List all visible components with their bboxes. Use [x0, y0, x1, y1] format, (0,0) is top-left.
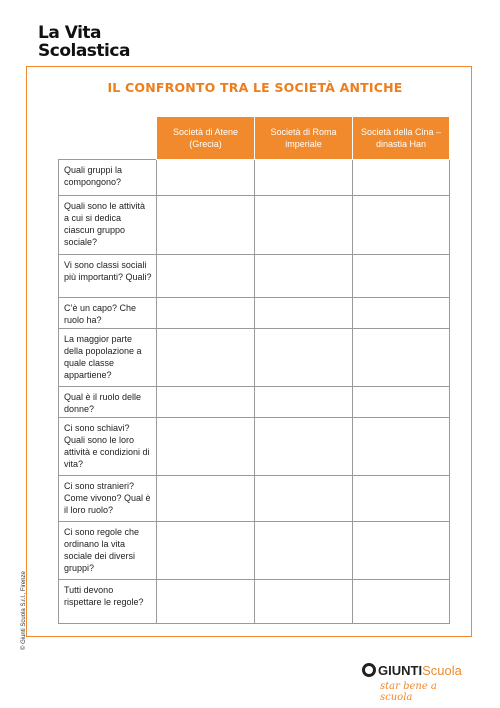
table-row — [59, 329, 450, 387]
answer-cell-athens[interactable] — [157, 160, 255, 196]
answer-cell-athens[interactable] — [157, 522, 255, 580]
question-cell: Tutti devono rispettare le regole? — [59, 580, 157, 624]
table-row — [59, 418, 450, 476]
answer-cell-athens[interactable] — [157, 298, 255, 329]
answer-cell-china[interactable] — [353, 418, 450, 476]
answer-cell-china[interactable] — [353, 522, 450, 580]
table-corner — [59, 117, 157, 160]
answer-cell-rome[interactable] — [255, 160, 353, 196]
answer-cell-rome[interactable] — [255, 387, 353, 418]
answer-cell-athens[interactable] — [157, 418, 255, 476]
publisher-brand — [362, 662, 472, 703]
table-row — [59, 580, 450, 624]
copyright-notice: © Giunti Scuola S.r.l., Firenze — [21, 571, 27, 650]
table-row — [59, 298, 450, 329]
column-header-rome: Società di Roma imperiale — [255, 117, 353, 160]
question-cell: Ci sono stranieri? Come vivono? Qual è il loro ruolo? — [59, 476, 157, 522]
logo — [38, 24, 130, 60]
question-cell: Vi sono classi sociali più importanti? Quali? — [59, 255, 157, 298]
comparison-table — [58, 116, 450, 624]
logo-line-2: Scolastica — [38, 41, 130, 61]
question-cell: La maggior parte della popolazione a quale classe appartiene? — [59, 329, 157, 387]
brand-name: GIUNTI — [378, 663, 423, 678]
answer-cell-china[interactable] — [353, 329, 450, 387]
question-cell: C’è un capo? Che ruolo ha? — [59, 298, 157, 329]
answer-cell-china[interactable] — [353, 160, 450, 196]
worksheet-title: IL CONFRONTO TRA LE SOCIETÀ ANTICHE — [107, 80, 403, 95]
answer-cell-rome[interactable] — [255, 522, 353, 580]
question-cell: Ci sono schiavi? Quali sono le loro attività e condizioni di vita? — [59, 418, 157, 476]
table-row — [59, 160, 450, 196]
question-cell: Quali gruppi la compongono? — [59, 160, 157, 196]
answer-cell-rome[interactable] — [255, 298, 353, 329]
question-cell: Quali sono le attività a cui si dedica ciascun gruppo sociale? — [59, 196, 157, 255]
answer-cell-athens[interactable] — [157, 329, 255, 387]
column-header-china: Società della Cina – dinastia Han — [353, 117, 450, 160]
answer-cell-athens[interactable] — [157, 580, 255, 624]
brand-tagline: star bene a scuola — [380, 681, 437, 703]
answer-cell-athens[interactable] — [157, 476, 255, 522]
answer-cell-rome[interactable] — [255, 255, 353, 298]
answer-cell-athens[interactable] — [157, 255, 255, 298]
answer-cell-athens[interactable] — [157, 196, 255, 255]
answer-cell-athens[interactable] — [157, 387, 255, 418]
table-row — [59, 476, 450, 522]
answer-cell-china[interactable] — [353, 196, 450, 255]
table-row — [59, 387, 450, 418]
answer-cell-china[interactable] — [353, 298, 450, 329]
table-row — [59, 522, 450, 580]
answer-cell-china[interactable] — [353, 580, 450, 624]
brand-name-suffix: Scuola — [422, 663, 462, 678]
answer-cell-china[interactable] — [353, 476, 450, 522]
question-cell: Ci sono regole che ordinano la vita sociale dei diversi gruppi? — [59, 522, 157, 580]
logo-line-1: La Vita — [38, 23, 102, 43]
answer-cell-rome[interactable] — [255, 418, 353, 476]
table-row — [59, 196, 450, 255]
question-cell: Qual è il ruolo delle donne? — [59, 387, 157, 418]
answer-cell-china[interactable] — [353, 387, 450, 418]
answer-cell-rome[interactable] — [255, 329, 353, 387]
answer-cell-rome[interactable] — [255, 476, 353, 522]
answer-cell-rome[interactable] — [255, 580, 353, 624]
answer-cell-rome[interactable] — [255, 196, 353, 255]
answer-cell-china[interactable] — [353, 255, 450, 298]
column-header-athens: Società di Atene (Grecia) — [157, 117, 255, 160]
giunti-logo-icon — [362, 663, 376, 677]
table-row — [59, 255, 450, 298]
